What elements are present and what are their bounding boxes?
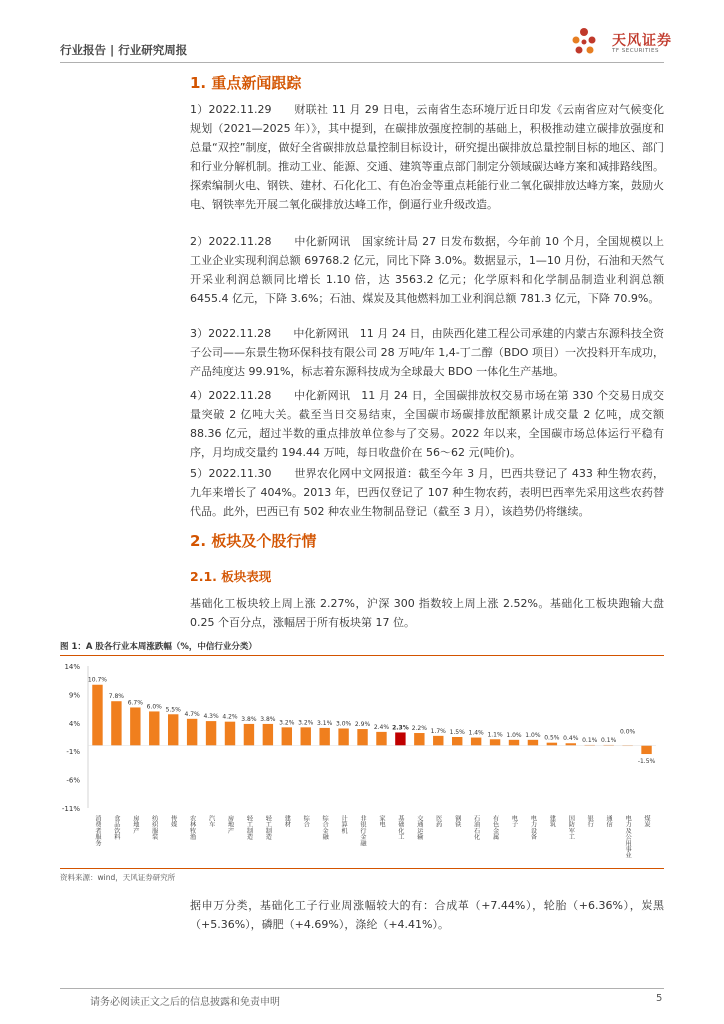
bar-0 bbox=[92, 685, 102, 746]
header-divider bbox=[60, 62, 664, 63]
bar-6 bbox=[206, 721, 216, 745]
category-label: 建筑 bbox=[548, 815, 556, 828]
category-label: 消费者服务 bbox=[93, 815, 101, 846]
bar-value-label: 3.2% bbox=[298, 719, 314, 727]
bar-20 bbox=[471, 738, 481, 746]
figure-top-rule bbox=[60, 655, 664, 656]
category-label: 有色金属 bbox=[491, 815, 499, 840]
bar-value-label: 1.7% bbox=[430, 727, 446, 735]
category-label: 建材 bbox=[283, 815, 291, 828]
y-tick-label: -6% bbox=[66, 776, 80, 785]
category-label: 综合 bbox=[302, 815, 310, 828]
category-label: 基础化工 bbox=[396, 815, 404, 840]
bar-1 bbox=[111, 701, 121, 745]
bar-value-label: 1.4% bbox=[468, 729, 484, 737]
bar-29 bbox=[641, 746, 651, 755]
category-label: 综合金融 bbox=[321, 815, 329, 840]
category-label: 食品饮料 bbox=[112, 815, 120, 840]
bar-value-label: 3.1% bbox=[317, 719, 333, 727]
bar-value-label: -1.5% bbox=[637, 758, 656, 766]
bar-value-label: 1.1% bbox=[487, 731, 503, 739]
section-2-title: 2. 板块及个股行情 bbox=[190, 532, 317, 550]
bar-value-label: 3.8% bbox=[260, 715, 276, 723]
category-label: 家电 bbox=[377, 815, 385, 828]
news-item-3: 3）2022.11.28 中化新网讯 11 月 24 日，由陕西化建工程公司承建的内蒙古东源科技全资子公司——东景生物环保科技有限公司 28 万吨/年 1,4-丁二醇（BDO 项目）一次投料开车成功，产品纯度达 99.91%，标志着东源科技成为全球最大 BDO 一体化生产基地。 bbox=[190, 327, 664, 378]
bar-5 bbox=[187, 719, 197, 746]
category-label: 电力及公用事业 bbox=[624, 815, 632, 859]
bar-3 bbox=[149, 711, 159, 745]
news-item-5: 5）2022.11.30 世界农化网中文网报道：截至今年 3 月，巴西共登记了 433 种生物农药，九年来增长了 404%。2013 年，巴西仅登记了 107 种生物农药，表明巴西率先采用这些农药替代品。此外，巴西已有 502 种农业生物制品登记（截至 3 月），该趋势仍将继续。 bbox=[190, 467, 664, 518]
category-label: 轻工制造 bbox=[245, 815, 253, 840]
bar-22 bbox=[509, 740, 519, 746]
bar-value-label: 3.8% bbox=[241, 715, 257, 723]
news-item-2: 2）2022.11.28 中化新网讯 国家统计局 27 日发布数据，今年前 10 个月，全国规模以上工业企业实现利润总额 69768.2 亿元，同比下降 3.0%。数据显示，1—10 月份，石油和天然气开采业利润总额同比增长 1.10 倍，达 3563.2 亿元；化学原料和化学制品制造业利润总额 6455.4 亿元，下降 3.6%；石油、煤炭及其他燃料加工业利润总额 781.3 亿元，下降 70.9%。 bbox=[190, 235, 664, 305]
bar-23 bbox=[528, 740, 538, 746]
y-tick-label: -11% bbox=[61, 805, 80, 813]
bar-value-label: 6.7% bbox=[127, 699, 143, 707]
bar-7 bbox=[225, 722, 235, 746]
section-1-title: 1. 重点新闻跟踪 bbox=[190, 74, 302, 92]
figure-source: 资料来源：wind，天风证券研究所 bbox=[60, 873, 176, 882]
category-label: 电子 bbox=[510, 815, 518, 828]
bar-value-label: 5.5% bbox=[165, 706, 181, 714]
category-label: 计算机 bbox=[340, 815, 348, 834]
bar-value-label: 3.2% bbox=[279, 719, 295, 727]
news-item-4: 4）2022.11.28 中化新网讯 11 月 24 日，全国碳排放权交易市场在第 330 个交易日成交量突破 2 亿吨大关。截至当日交易结束，全国碳市场碳排放配额累计成交量 2 亿吨，成交额 88.36 亿元，超过半数的重点排放单位参与了交易。2022 年以来，全国碳市场总体运行平稳有序，月均成交量约 194.44 万吨，每日收盘价在 56～62 元(吨价)。 bbox=[190, 389, 664, 459]
bar-value-label: 0.4% bbox=[563, 735, 579, 743]
bar-value-label: 4.2% bbox=[222, 713, 238, 721]
y-tick-label: 14% bbox=[64, 663, 80, 671]
bar-value-label: 4.3% bbox=[203, 713, 219, 721]
category-label: 电力设备 bbox=[529, 815, 537, 840]
bar-value-label: 7.8% bbox=[108, 693, 125, 701]
bar-value-label: 2.3% bbox=[392, 724, 409, 732]
bar-24 bbox=[547, 743, 557, 746]
category-label: 医药 bbox=[434, 815, 442, 828]
bar-25 bbox=[566, 743, 576, 745]
bar-value-label: 3.0% bbox=[335, 720, 352, 728]
news-item-1: 1）2022.11.29 财联社 11 月 29 日电，云南省生态环境厅近日印发《云南省应对气候变化规划（2021—2025 年）》，其中提到，在碳排放强度控制的基础上，积极推动建立碳排放强度和总量“双控”制度，做好全省碳排放总量控制目标设计，研究提出碳排放总量控制目标的地区、部门和行业分解机制。推动工业、能源、交通、建筑等重点部门制定分领域碳达峰方案和减排路线图。探索编制火电、钢铁、建材、石化化工、有色冶金等重点耗能行业二氧化碳排放达峰方案，鼓励火电、钢铁率先开展二氧化碳排放达峰工作，倒逼行业升级改造。 bbox=[190, 103, 664, 211]
bar-21 bbox=[490, 739, 500, 745]
category-label: 汽车 bbox=[207, 815, 215, 828]
footer-divider bbox=[60, 988, 664, 989]
section-2-1-title: 2.1. 板块表现 bbox=[190, 569, 272, 584]
category-label: 房地产 bbox=[131, 815, 139, 834]
report-breadcrumb: 行业报告 | 行业研究周报 bbox=[60, 43, 188, 57]
bar-value-label: 0.1% bbox=[601, 736, 617, 744]
category-label: 房地产 bbox=[226, 815, 234, 834]
bar-value-label: 0.5% bbox=[544, 734, 560, 742]
category-label: 煤炭 bbox=[643, 815, 651, 828]
category-label: 石油石化 bbox=[472, 815, 480, 840]
bar-10 bbox=[282, 727, 292, 745]
bar-value-label: 4.7% bbox=[184, 710, 200, 718]
page-number: 5 bbox=[656, 993, 663, 1004]
bar-15 bbox=[376, 732, 386, 746]
category-label: 银行 bbox=[586, 815, 594, 828]
bar-value-label: 10.7% bbox=[87, 676, 107, 684]
bar-19 bbox=[452, 737, 462, 746]
industry-returns-chart bbox=[60, 658, 664, 866]
category-label: 轻工制造 bbox=[264, 815, 272, 840]
bar-4 bbox=[168, 714, 178, 745]
logo-name-en: TF SECURITIES bbox=[612, 48, 659, 54]
figure-bottom-rule bbox=[60, 868, 664, 869]
bar-14 bbox=[357, 729, 367, 745]
y-tick-label: 4% bbox=[68, 719, 80, 728]
bar-value-label: 0.1% bbox=[582, 736, 598, 744]
bar-value-label: 2.2% bbox=[411, 725, 427, 733]
logo-name-cn: 天风证券 bbox=[612, 33, 672, 49]
bar-value-label: 1.5% bbox=[449, 729, 465, 736]
category-label: 传媒 bbox=[169, 815, 177, 828]
category-label: 交通运输 bbox=[415, 815, 423, 840]
bar-9 bbox=[263, 724, 273, 746]
bar-12 bbox=[319, 728, 329, 746]
bar-11 bbox=[301, 727, 311, 745]
bar-value-label: 0.0% bbox=[619, 728, 636, 736]
bar-16 bbox=[395, 732, 405, 745]
bar-value-label: 2.9% bbox=[354, 721, 371, 729]
bar-13 bbox=[338, 728, 348, 745]
y-tick-label: -1% bbox=[66, 748, 80, 757]
bar-2 bbox=[130, 707, 140, 745]
after-chart-paragraph: 据申万分类，基础化工子行业周涨幅较大的有：合成革（+7.44%），轮胎（+6.36%），炭黑（+5.36%），磷肥（+4.69%），涤纶（+4.41%）。 bbox=[190, 899, 664, 931]
section-2-1-paragraph: 基础化工板块较上周上涨 2.27%，沪深 300 指数较上周上涨 2.52%。基础化工板块跑输大盘 0.25 个百分点，涨幅居于所有板块第 17 位。 bbox=[190, 597, 664, 629]
bar-value-label: 6.0% bbox=[146, 703, 162, 711]
category-label: 国防军工 bbox=[567, 815, 575, 840]
bar-17 bbox=[414, 733, 424, 745]
bar-value-label: 1.0% bbox=[506, 731, 522, 739]
category-label: 通信 bbox=[605, 815, 613, 828]
category-label: 钢铁 bbox=[453, 815, 461, 828]
category-label: 非银行金融 bbox=[359, 815, 367, 846]
figure-title: 图 1：A 股各行业本周涨跌幅（%，中信行业分类） bbox=[60, 642, 257, 652]
bar-value-label: 1.0% bbox=[525, 731, 541, 739]
bar-value-label: 2.4% bbox=[373, 723, 390, 731]
category-label: 纺织服装 bbox=[150, 815, 158, 840]
y-tick-label: 9% bbox=[68, 691, 80, 700]
bar-8 bbox=[244, 724, 254, 746]
bar-18 bbox=[433, 736, 443, 746]
category-label: 农林牧渔 bbox=[188, 815, 196, 840]
footer-disclaimer: 请务必阅读正文之后的信息披露和免责申明 bbox=[90, 997, 280, 1008]
